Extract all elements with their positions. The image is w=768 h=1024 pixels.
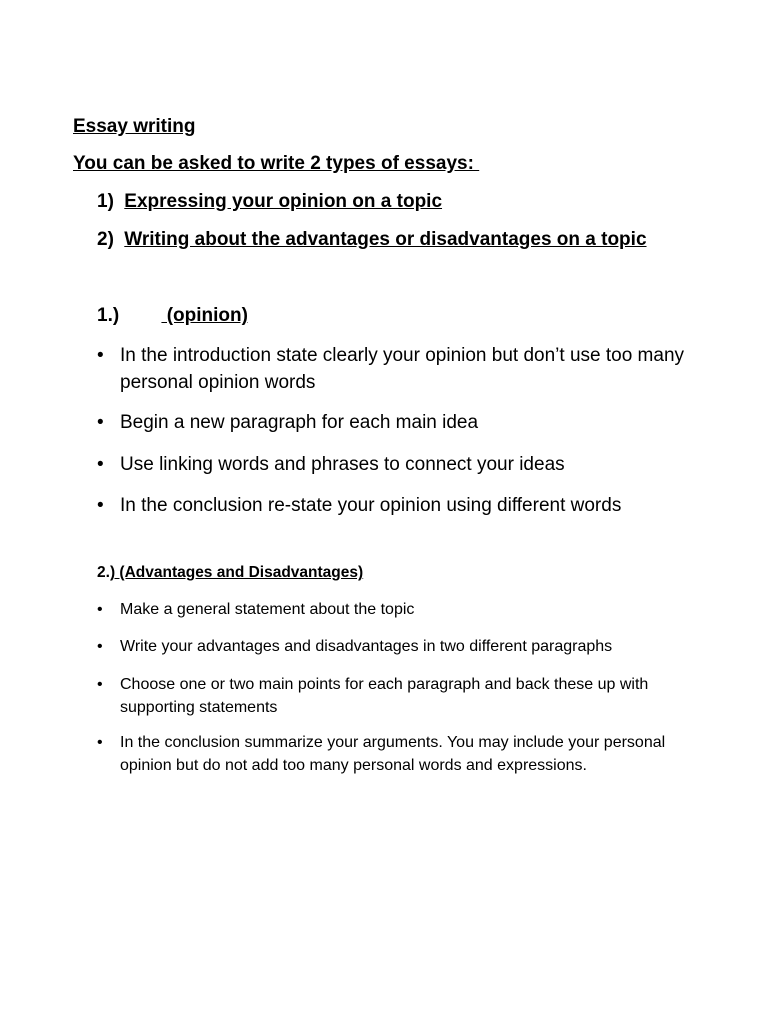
essay-type-number: 1): [97, 191, 114, 212]
bullet-icon: •: [97, 454, 104, 475]
bullet-icon: •: [97, 734, 103, 751]
bullet-icon: •: [97, 495, 104, 516]
list-item-text: Write your advantages and disadvantages in two different paragraphs: [120, 638, 613, 655]
section-number: 1.): [97, 305, 120, 326]
list-item: [97, 673, 697, 719]
list-item-text: In the conclusion summarize your arguments. You may include your personal opinion but do not add too many personal words and expressions.: [120, 734, 666, 774]
essay-type-number: 2): [97, 229, 114, 250]
bullet-icon: •: [97, 676, 103, 693]
essay-type-label: Writing about the advantages or disadvantages on a topic: [124, 229, 647, 250]
list-item: [97, 451, 697, 478]
bullet-icon: •: [97, 412, 104, 433]
section-heading-opinion: [97, 305, 248, 327]
document-title: Essay writing: [73, 116, 196, 137]
bullet-icon: •: [97, 638, 103, 655]
list-item-text: In the conclusion re-state your opinion using different words: [120, 495, 622, 516]
section-label: (opinion): [161, 305, 248, 326]
list-item-text: Choose one or two main points for each paragraph and back these up with supporting statements: [120, 676, 649, 716]
list-item-text: Use linking words and phrases to connect your ideas: [120, 454, 565, 475]
list-item-text: In the introduction state clearly your opinion but don’t use too many personal opinion words: [120, 345, 685, 393]
list-item-text: Make a general statement about the topic: [120, 601, 415, 618]
list-item: [97, 492, 697, 519]
bullet-icon: •: [97, 601, 103, 618]
section-number: 2.: [97, 564, 110, 581]
list-item: [97, 598, 697, 621]
essay-type-item: [97, 191, 442, 213]
section-label: ) (Advantages and Disadvantages): [109, 564, 364, 581]
bullet-icon: •: [97, 345, 104, 366]
essay-type-item: [97, 229, 647, 251]
list-item: [97, 342, 697, 396]
list-item: [97, 731, 697, 777]
document-subtitle: You can be asked to write 2 types of essays:: [73, 153, 480, 174]
essay-type-label: Expressing your opinion on a topic: [124, 191, 443, 212]
list-item-text: Begin a new paragraph for each main idea: [120, 412, 479, 433]
list-item: [97, 409, 697, 436]
list-item: [97, 635, 697, 658]
section-heading-advantages: [97, 564, 363, 582]
